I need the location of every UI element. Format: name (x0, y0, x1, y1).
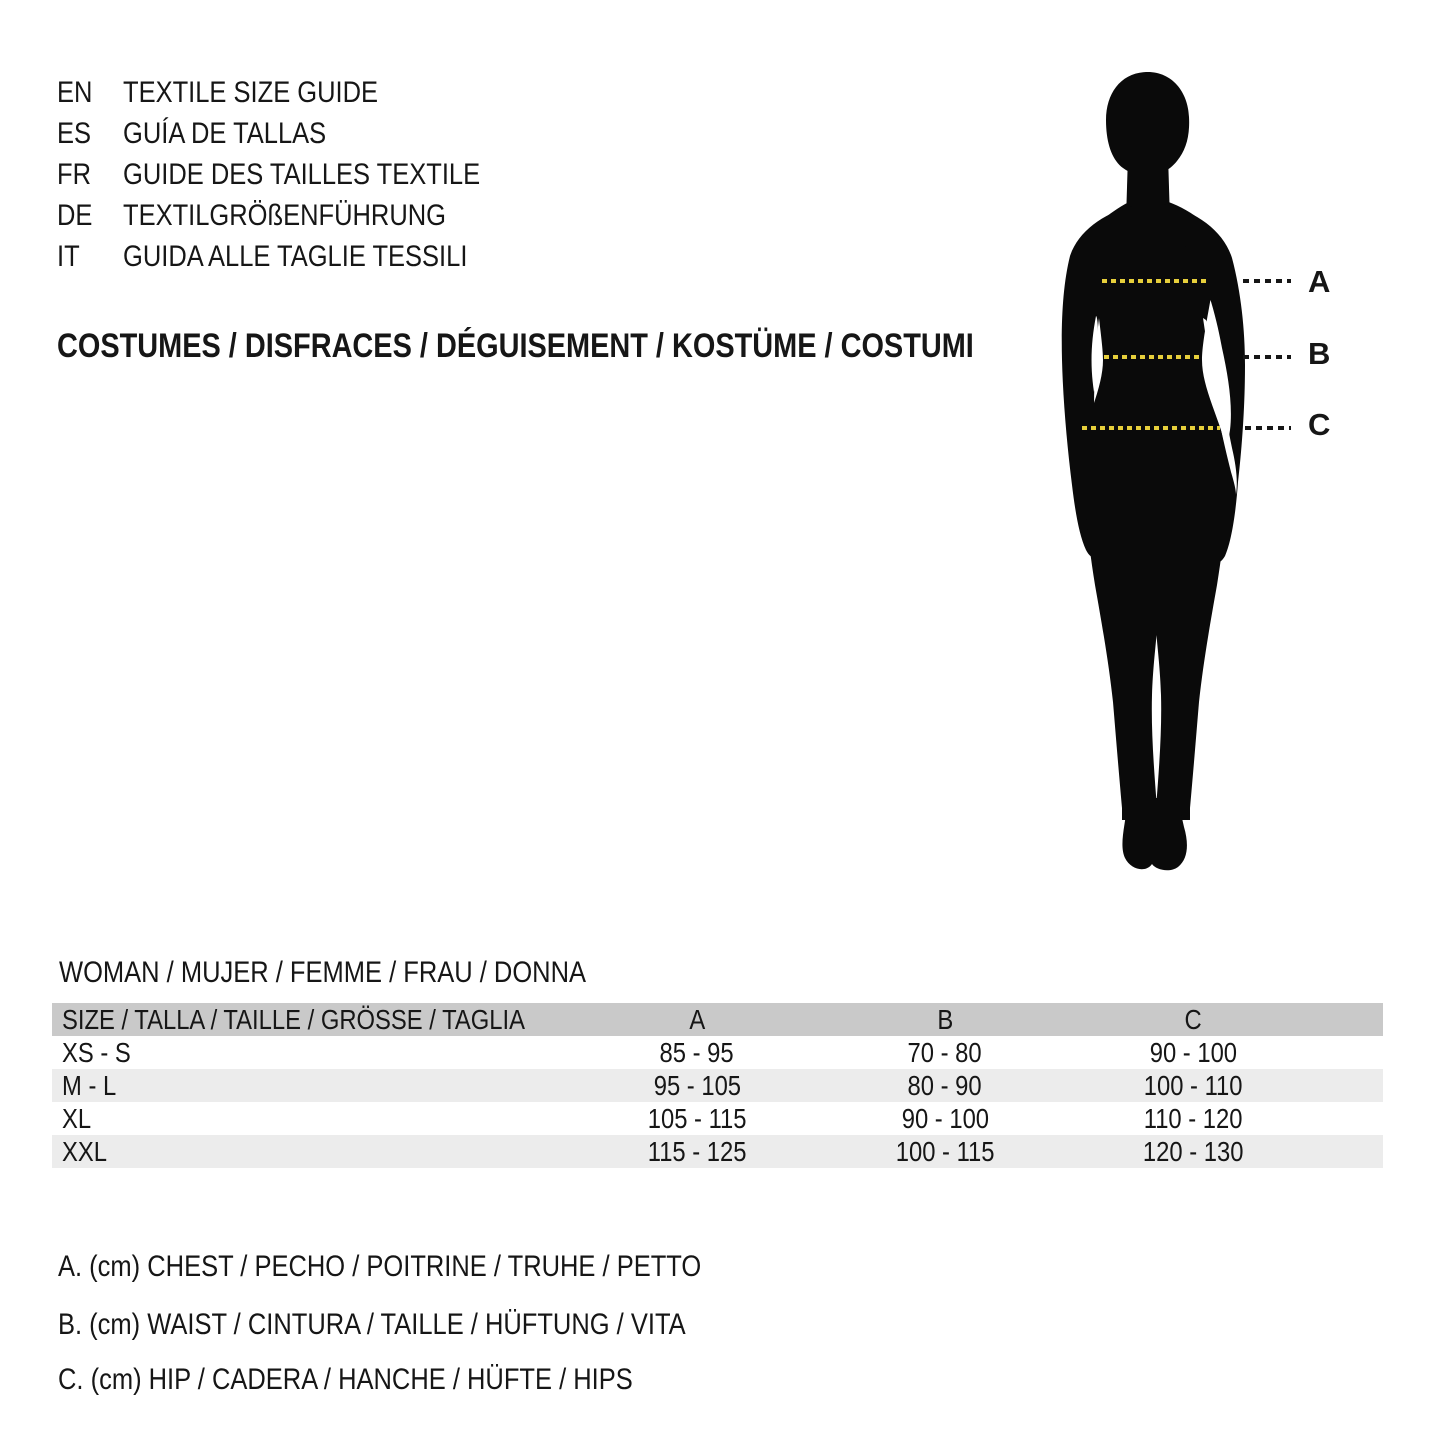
waist-line-callout (1243, 355, 1291, 359)
value-b: 70 - 80 (907, 1037, 983, 1068)
value-c: 110 - 120 (1143, 1103, 1243, 1134)
language-label: GUÍA DE TALLAS (123, 117, 327, 150)
language-row-de (57, 195, 543, 236)
value-a: 105 - 115 (647, 1103, 747, 1134)
table-row (52, 1036, 1383, 1069)
language-label: GUIDE DES TAILLES TEXTILE (123, 158, 481, 191)
column-header-c: C (1184, 1004, 1202, 1035)
size-table-header-label: SIZE / TALLA / TAILLE / GRÖSSE / TAGLIA (62, 1004, 525, 1035)
language-code: FR (57, 158, 91, 191)
measure-label-c: C (1308, 407, 1331, 442)
chest-line-callout (1243, 279, 1291, 283)
language-code: ES (57, 117, 92, 150)
waist-line-yellow (1104, 355, 1202, 359)
language-label: GUIDA ALLE TAGLIE TESSILI (123, 240, 468, 273)
value-a: 95 - 105 (653, 1070, 741, 1101)
value-b: 100 - 115 (895, 1136, 995, 1167)
legend-chest: A. (cm) CHEST / PECHO / POITRINE / TRUHE / PETTO (58, 1250, 702, 1283)
value-c: 90 - 100 (1149, 1037, 1237, 1068)
value-c: 120 - 130 (1142, 1136, 1244, 1167)
column-header-a: A (689, 1004, 705, 1035)
table-row (52, 1135, 1383, 1168)
column-header-b: B (937, 1004, 953, 1035)
value-c: 100 - 110 (1143, 1070, 1243, 1101)
size-label: XS - S (62, 1037, 131, 1068)
value-a: 115 - 125 (647, 1136, 747, 1167)
woman-silhouette (1030, 60, 1300, 890)
language-row-fr (57, 154, 543, 195)
language-label: TEXTILE SIZE GUIDE (123, 76, 379, 109)
language-row-es (57, 113, 543, 154)
table-row (52, 1102, 1383, 1135)
legend-waist: B. (cm) WAIST / CINTURA / TAILLE / HÜFTUNG / VITA (58, 1308, 686, 1341)
measure-label-b: B (1308, 336, 1331, 371)
language-code: DE (57, 199, 93, 232)
section-heading: WOMAN / MUJER / FEMME / FRAU / DONNA (59, 956, 586, 989)
size-label: XXL (62, 1136, 107, 1167)
table-row (52, 1069, 1383, 1102)
category-heading: COSTUMES / DISFRACES / DÉGUISEMENT / KOSTÜME / COSTUMI (57, 327, 974, 365)
value-b: 90 - 100 (901, 1103, 989, 1134)
measure-label-a: A (1308, 264, 1331, 299)
size-label: XL (62, 1103, 92, 1134)
language-code: IT (57, 240, 80, 273)
size-table-header (52, 1003, 1383, 1036)
hip-line-callout (1245, 426, 1291, 430)
chest-line-yellow (1102, 279, 1210, 283)
language-list (57, 72, 543, 277)
language-row-it (57, 236, 543, 277)
language-row-en (57, 72, 543, 113)
language-code: EN (57, 76, 93, 109)
language-label: TEXTILGRÖßENFÜHRUNG (123, 199, 447, 232)
value-b: 80 - 90 (907, 1070, 983, 1101)
size-label: M - L (62, 1070, 117, 1101)
legend-hip: C. (cm) HIP / CADERA / HANCHE / HÜFTE / HIPS (58, 1363, 633, 1396)
value-a: 85 - 95 (659, 1037, 735, 1068)
size-table (52, 1003, 1383, 1168)
hip-line-yellow (1082, 426, 1220, 430)
